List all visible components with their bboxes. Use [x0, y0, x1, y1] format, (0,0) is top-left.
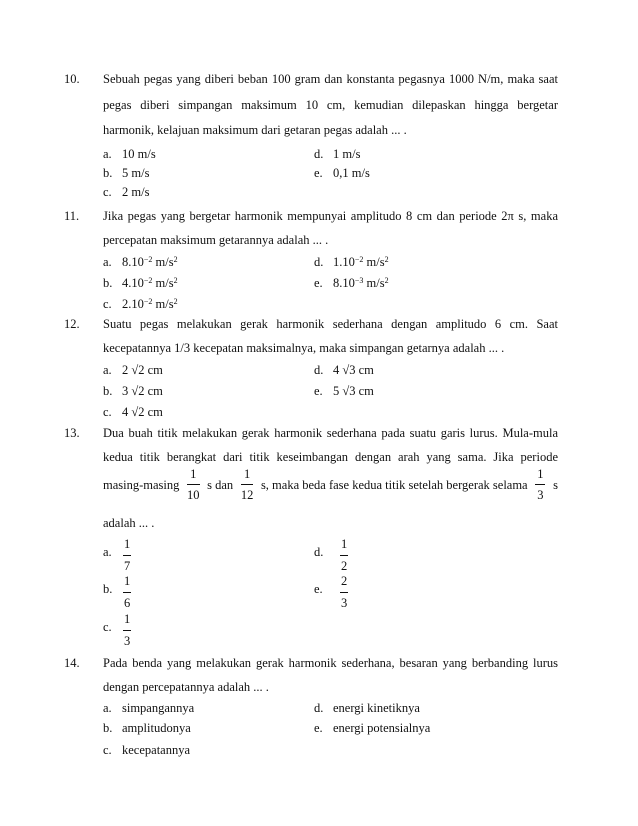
question-text-line: kedua titik berangkat dari titik keseimbangan dengan arah yang sama. Jika periode: [103, 450, 558, 464]
question-number: 10.: [64, 72, 80, 86]
option-c: c. kecepatannya: [103, 743, 191, 757]
option-a: a. $8.10^{-2}$ $m/s^2$: [103, 255, 178, 269]
question-text-line: dengan percepatannya adalah ... .: [103, 680, 269, 694]
option-fraction: 1 7: [124, 537, 131, 573]
option-e: e. 0,1 m/s: [314, 166, 370, 180]
option-c: c. 4 √2 cm: [103, 405, 163, 419]
option-a: a. 2 √2 cm: [103, 363, 163, 377]
option-c: c. 2 m/s: [103, 185, 150, 199]
option-c: c. $2.10^{-2}$ $m/s^2$: [103, 297, 178, 311]
question-text-line: Sebuah pegas yang diberi beban 100 gram dan konstanta pegasnya 1000 N/m, maka saat: [103, 72, 558, 86]
question-text-line: harmonik, kelajuan maksimum dari getaran pegas adalah ... .: [103, 123, 407, 137]
text-segment: s: [553, 478, 558, 492]
question-text-line: percepatan maksimum getarannya adalah ... .: [103, 233, 329, 247]
option-d: d. energi kinetiknya: [314, 701, 420, 715]
option-a: a. 10 m/s: [103, 147, 156, 161]
question-number: 13.: [64, 426, 80, 440]
option-b: b. 3 √2 cm: [103, 384, 163, 398]
option-b: b. $4.10^{-2}$ $m/s^2$: [103, 276, 178, 290]
question-text-line-with-fractions: [103, 467, 558, 504]
option-fraction: 1 6: [124, 574, 131, 610]
fraction-1-3: $\frac{1}{3}$: [537, 467, 544, 502]
question-number: 14.: [64, 656, 80, 670]
option-d: d. $1.10^{-2}$ $m/s^2$: [314, 255, 389, 269]
option-e: e. $8.10^{-3}$ $m/s^2$: [314, 276, 389, 290]
option-d: d. 4 √3 cm: [314, 363, 374, 377]
question-text-line: adalah ... .: [103, 516, 155, 530]
question-text-line: pegas diberi simpangan maksimum 10 cm, kemudian dilepaskan hingga bergetar: [103, 98, 558, 112]
option-fraction: 2 3: [341, 574, 348, 610]
text-segment: s dan: [207, 478, 234, 492]
fraction-1-12: $\frac{1}{12}$: [240, 467, 254, 502]
document-page: 10. Sebuah pegas yang diberi beban 100 gram dan konstanta pegasnya 1000 N/m, maka saat pegas diberi simpangan maksimum 10 cm, kemudian dilepaskan hingga bergetar harmonik, kelajuan maksimum dari getaran pegas adalah ... . a. 10 m/s d. 1 m/s b. 5 m/s e. 0,1 m/s c. 2 m/s 11. Jika pegas yang bergetar harmonik mempunyai amplitudo 8 cm dan periode 2π s, maka percepatan maksimum getarannya adalah ... . a. $8.10^{-2}$ $m/s^2$ d. $1.10^{-2}$ $m/s^2$ b. $4.10^{-2}$ $m/s^2$ e. $8.10^{-3}$ $m/s^2$ c. $2.10^{-2}$ $m/s^2$ 12. Suatu pegas melakukan gerak harmonik sederhana dengan amplitudo 6 cm. Saat kecepatannya 1/3 kecepatan maksimalnya, maka simpangan getarnya adalah ... . a. 2 √2 cm d. 4 √3 cm b. 3 √2 cm e. 5 √3 cm c. 4 √2 cm 13. Dua buah titik melakukan gerak harmonik sederhana pada suatu garis lurus. Mula-mula kedua titik berangkat dari titik keseimbangan dengan arah yang sama. Jika periode masing-masing $\frac{1}{10}$ s dan $\frac{1}{12}$ s, maka beda fase kedua titik setelah bergerak selama $\frac{1}{3}$ s adalah ... . a. 1 7 d. 1 2 b. 1 6 e. 2 3 c. 1 3 14. Pada benda yang melakukan gerak harmonik sederhana, besaran yang berbanding lurus dengan percepatannya adalah ... . a. simpangannya d. energi kinetiknya b. amplitudonya e. energi potensialnya c. kecepatannya: [64, 72, 558, 757]
option-e: e. 5 √3 cm: [314, 384, 374, 398]
option-d: d. 1 m/s: [314, 147, 361, 161]
option-b: b. amplitudonya: [103, 721, 191, 735]
question-text-line: Pada benda yang melakukan gerak harmonik sederhana, besaran yang berbanding lurus: [103, 656, 558, 670]
text-segment: s, maka beda fase kedua titik setelah bergerak selama: [260, 478, 528, 492]
question-text-line: kecepatannya 1/3 kecepatan maksimalnya, maka simpangan getarnya adalah ... .: [103, 341, 505, 355]
question-text-line: Dua buah titik melakukan gerak harmonik sederhana pada suatu garis lurus. Mula-mula: [103, 426, 558, 440]
option-a: a. simpangannya: [103, 701, 195, 715]
text-segment: masing-masing: [103, 478, 180, 492]
question-text-line: Suatu pegas melakukan gerak harmonik sederhana dengan amplitudo 6 cm. Saat: [103, 317, 558, 331]
question-text-line: Jika pegas yang bergetar harmonik mempunyai amplitudo 8 cm dan periode 2π s, maka: [103, 209, 558, 223]
question-number: 12.: [64, 317, 80, 331]
option-e: e. energi potensialnya: [314, 721, 431, 735]
option-b: b. 5 m/s: [103, 166, 150, 180]
option-fraction: 1 2: [341, 537, 348, 573]
question-number: 11.: [64, 209, 80, 223]
fraction-1-10: $\frac{1}{10}$: [187, 467, 200, 502]
option-fraction: 1 3: [124, 612, 131, 648]
